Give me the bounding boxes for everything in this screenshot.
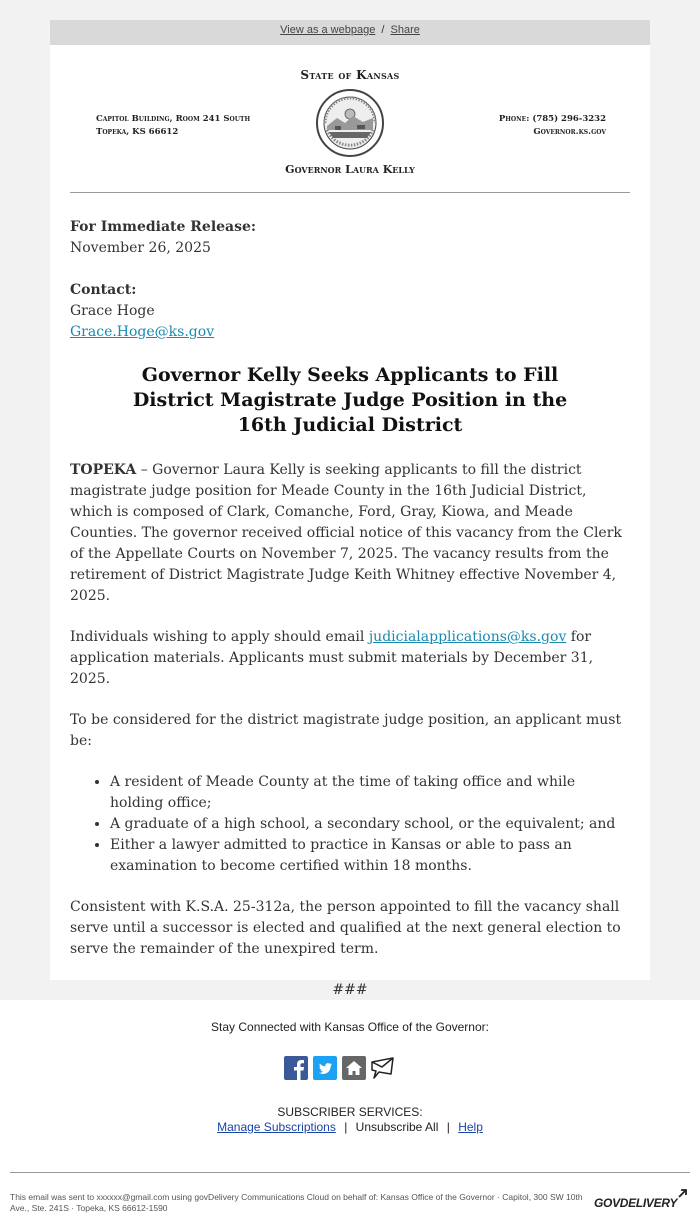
subscriber-services-label: SUBSCRIBER SERVICES: xyxy=(277,1105,423,1119)
letterhead-governor: Governor Laura Kelly xyxy=(285,163,415,176)
footer-divider xyxy=(10,1172,690,1173)
social-links xyxy=(284,1054,395,1082)
list-item: • A graduate of a high school, a secondary school, or the equivalent; and xyxy=(110,814,630,835)
paragraph-2 xyxy=(70,627,630,690)
letterhead-phone: Phone: (785) 296-3232 xyxy=(498,114,606,124)
share-link[interactable]: Share xyxy=(390,24,420,36)
contact-email-link[interactable]: Grace.Hoge@ks.gov xyxy=(70,324,215,340)
subscriber-services xyxy=(0,1105,700,1135)
release-label: For Immediate Release: xyxy=(70,219,257,235)
pipe-separator: | xyxy=(344,1120,348,1134)
letterhead xyxy=(70,45,630,193)
view-as-webpage-link[interactable]: View as a webpage xyxy=(280,24,376,36)
email-icon[interactable] xyxy=(371,1056,395,1080)
unsubscribe-all-text[interactable]: Unsubscribe All xyxy=(355,1120,439,1134)
paragraph-4: Consistent with K.S.A. 25-312a, the person appointed to fill the vacancy shall serve until a successor is elected and qualified at the next general election to serve the remainder of the unexpired term. xyxy=(70,899,621,957)
paragraph-1-text: – Governor Laura Kelly is seeking applicants to fill the district magistrate judge position for Meade County in the 16th Judicial District, which is composed of Clark, Comanche, Ford, Gray, Kiowa, and Meade Counties. The governor received official notice of this vacancy from the Clerk of the Appellate Courts on November 7, 2025. The vacancy results from the retirement of District Magistrate Judge Keith Whitney effective November 4, 2025. xyxy=(70,462,622,604)
letterhead-website: Governor.ks.gov xyxy=(533,127,606,137)
list-item: • Either a lawyer admitted to practice in Kansas or able to pass an examination to become certified within 18 months. xyxy=(110,835,630,877)
twitter-icon[interactable] xyxy=(313,1056,337,1080)
dateline: TOPEKA xyxy=(70,462,137,478)
release-date: November 26, 2025 xyxy=(70,240,211,256)
kansas-seal-icon xyxy=(315,88,385,158)
home-icon[interactable] xyxy=(342,1056,366,1080)
letterhead-contact xyxy=(499,113,606,139)
contact-block xyxy=(70,280,630,343)
paragraph-2-before: Individuals wishing to apply should email xyxy=(70,629,369,645)
web-view-bar xyxy=(50,20,650,45)
contact-label: Contact: xyxy=(70,282,137,298)
stay-connected-text: Stay Connected with Kansas Office of the Governor: xyxy=(211,1020,489,1034)
subscriber-links xyxy=(0,1120,700,1135)
paragraph-2-after: for application materials. Applicants must submit materials by December 31, 2025. xyxy=(70,629,594,687)
manage-subscriptions-link[interactable]: Manage Subscriptions xyxy=(217,1120,336,1134)
address-line-1: Capitol Building, Room 241 South xyxy=(96,114,251,124)
paragraph-3: To be considered for the district magistrate judge position, an applicant must be: xyxy=(70,712,622,749)
footer xyxy=(0,1000,700,1225)
headline: Governor Kelly Seeks Applicants to Fill District Magistrate Judge Position in the 16th Judicial District xyxy=(132,364,568,436)
pipe-separator: | xyxy=(446,1120,450,1134)
contact-name: Grace Hoge xyxy=(70,303,155,319)
paragraph-1 xyxy=(70,460,630,607)
applications-email-link[interactable]: judicialapplications@ks.gov xyxy=(368,629,567,645)
govdelivery-logo xyxy=(594,1196,677,1210)
release-block xyxy=(70,217,630,259)
requirements-list xyxy=(110,772,630,877)
list-item: • A resident of Meade County at the time of taking office and while holding office; xyxy=(110,772,630,814)
arrow-icon xyxy=(678,1188,688,1198)
facebook-icon[interactable] xyxy=(284,1056,308,1080)
govdelivery-logo-text: GOVDELIVERY xyxy=(594,1196,678,1210)
letterhead-state: State of Kansas xyxy=(300,68,400,82)
email-body-card xyxy=(50,45,650,998)
end-mark: ### xyxy=(332,982,368,998)
letterhead-address xyxy=(96,113,250,139)
top-bar-separator: / xyxy=(381,24,385,36)
help-link[interactable]: Help xyxy=(458,1120,483,1134)
address-line-2: Topeka, KS 66612 xyxy=(96,127,179,137)
press-release-content xyxy=(70,217,630,1001)
footer-fine-print: This email was sent to xxxxxx@gmail.com using govDelivery Communications Cloud on behalf of: Kansas Office of the Governor · Capitol, 300 SW 10th Ave., Ste. 241S · Topeka, KS 66612-1590 xyxy=(10,1192,583,1213)
